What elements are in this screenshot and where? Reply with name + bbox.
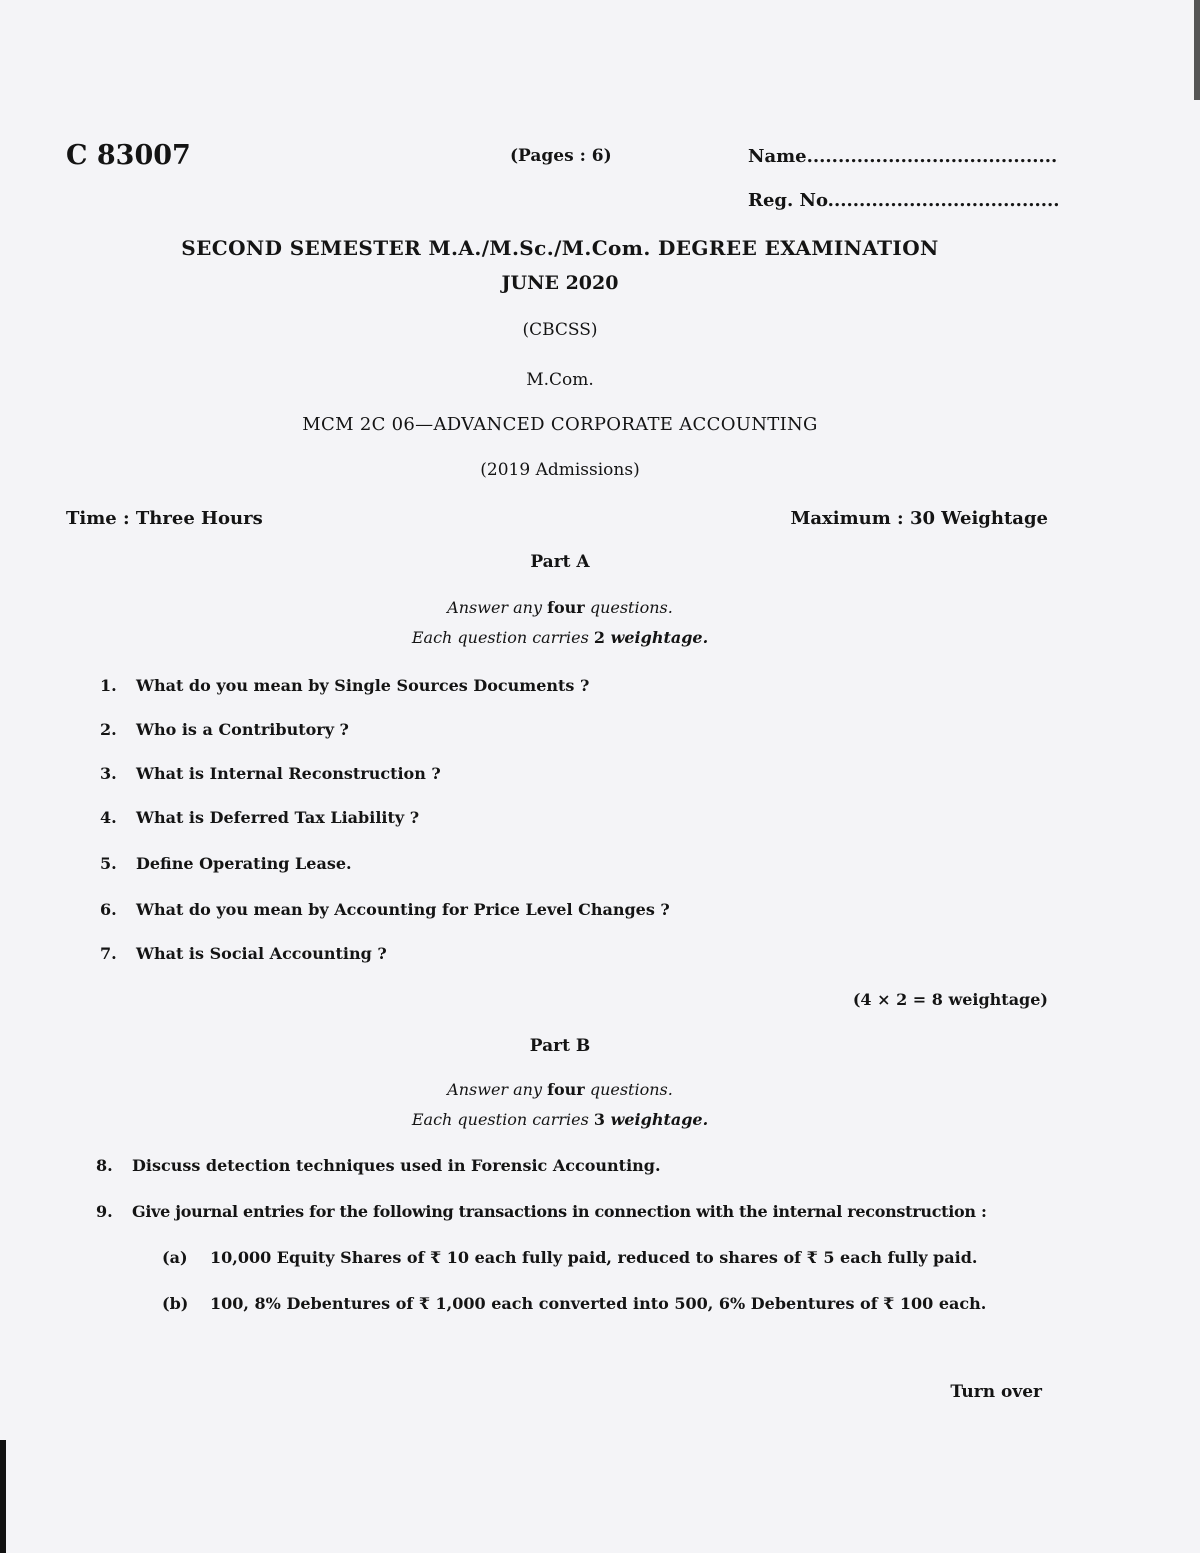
question-number: 3. xyxy=(100,764,117,783)
paper-code: C 83007 xyxy=(66,140,191,171)
weightage-value: 3 xyxy=(593,1110,606,1129)
question-text: Discuss detection techniques used in Forensic Accounting. xyxy=(132,1156,661,1175)
weightage-text: Each question carries xyxy=(411,628,594,647)
paper-title: MCM 2C 06—ADVANCED CORPORATE ACCOUNTING xyxy=(302,414,818,435)
question-item xyxy=(100,676,589,695)
part-a-instruction xyxy=(0,598,1120,617)
instruction-count: four xyxy=(547,1080,585,1099)
weightage-value: 2 xyxy=(593,628,606,647)
question-number: 9. xyxy=(96,1202,113,1221)
scan-edge-right xyxy=(1194,0,1200,100)
question-text: Who is a Contributory ? xyxy=(136,720,349,739)
question-text: What is Deferred Tax Liability ? xyxy=(136,808,420,827)
question-text: What do you mean by Single Sources Documents ? xyxy=(136,676,590,695)
question-item xyxy=(100,764,441,783)
question-number: 4. xyxy=(100,808,117,827)
exam-title: SECOND SEMESTER M.A./M.Sc./M.Com. DEGREE EXAMINATION xyxy=(181,236,939,260)
instruction-count: four xyxy=(547,598,585,617)
part-b-heading: Part B xyxy=(529,1036,591,1056)
question-item xyxy=(100,900,670,919)
sub-question-text: 100, 8% Debentures of ₹ 1,000 each converted into 500, 6% Debentures of ₹ 100 each. xyxy=(210,1294,987,1313)
question-text: Define Operating Lease. xyxy=(136,854,352,873)
question-item xyxy=(100,720,349,739)
weightage-text: Each question carries xyxy=(411,1110,594,1129)
sub-question-item xyxy=(162,1248,977,1267)
weightage-text: weightage. xyxy=(605,1110,709,1129)
part-b-weightage-note xyxy=(0,1110,1120,1129)
scan-edge-left xyxy=(0,1440,6,1553)
course-name: M.Com. xyxy=(526,370,594,390)
weightage-text: weightage. xyxy=(605,628,709,647)
question-item xyxy=(96,1156,661,1175)
exam-scheme: (CBCSS) xyxy=(522,320,598,340)
question-item xyxy=(100,944,387,963)
part-a-heading: Part A xyxy=(530,552,590,572)
question-text: What is Social Accounting ? xyxy=(136,944,387,963)
question-item xyxy=(100,808,419,827)
sub-question-text: 10,000 Equity Shares of ₹ 10 each fully paid, reduced to shares of ₹ 5 each fully paid. xyxy=(210,1248,978,1267)
question-number: 7. xyxy=(100,944,117,963)
instruction-text: questions. xyxy=(584,598,673,617)
question-number: 6. xyxy=(100,900,117,919)
question-number: 2. xyxy=(100,720,117,739)
sub-question-item xyxy=(162,1294,986,1313)
instruction-text: Answer any xyxy=(447,598,548,617)
part-a-marks: (4 × 2 = 8 weightage) xyxy=(852,990,1048,1009)
sub-question-label: (a) xyxy=(162,1248,188,1267)
question-number: 1. xyxy=(100,676,117,695)
question-item xyxy=(96,1202,987,1221)
sub-question-label: (b) xyxy=(162,1294,189,1313)
page-count: (Pages : 6) xyxy=(510,146,612,166)
part-a-weightage-note xyxy=(0,628,1120,647)
maximum-weightage: Maximum : 30 Weightage xyxy=(790,508,1048,529)
question-text: What is Internal Reconstruction ? xyxy=(136,764,441,783)
time-allowed: Time : Three Hours xyxy=(66,508,263,529)
question-text: Give journal entries for the following transactions in connection with the internal reconstruction : xyxy=(132,1202,987,1221)
name-field: Name........................................ xyxy=(748,146,1058,167)
part-b-instruction xyxy=(0,1080,1120,1099)
reg-no-field: Reg. No..................................... xyxy=(748,190,1060,211)
exam-session: JUNE 2020 xyxy=(501,272,619,294)
turn-over-note: Turn over xyxy=(950,1382,1042,1402)
question-number: 8. xyxy=(96,1156,113,1175)
instruction-text: questions. xyxy=(584,1080,673,1099)
instruction-text: Answer any xyxy=(447,1080,548,1099)
admission-batch: (2019 Admissions) xyxy=(480,460,640,480)
question-number: 5. xyxy=(100,854,117,873)
question-item xyxy=(100,854,352,873)
question-text: What do you mean by Accounting for Price Level Changes ? xyxy=(136,900,670,919)
